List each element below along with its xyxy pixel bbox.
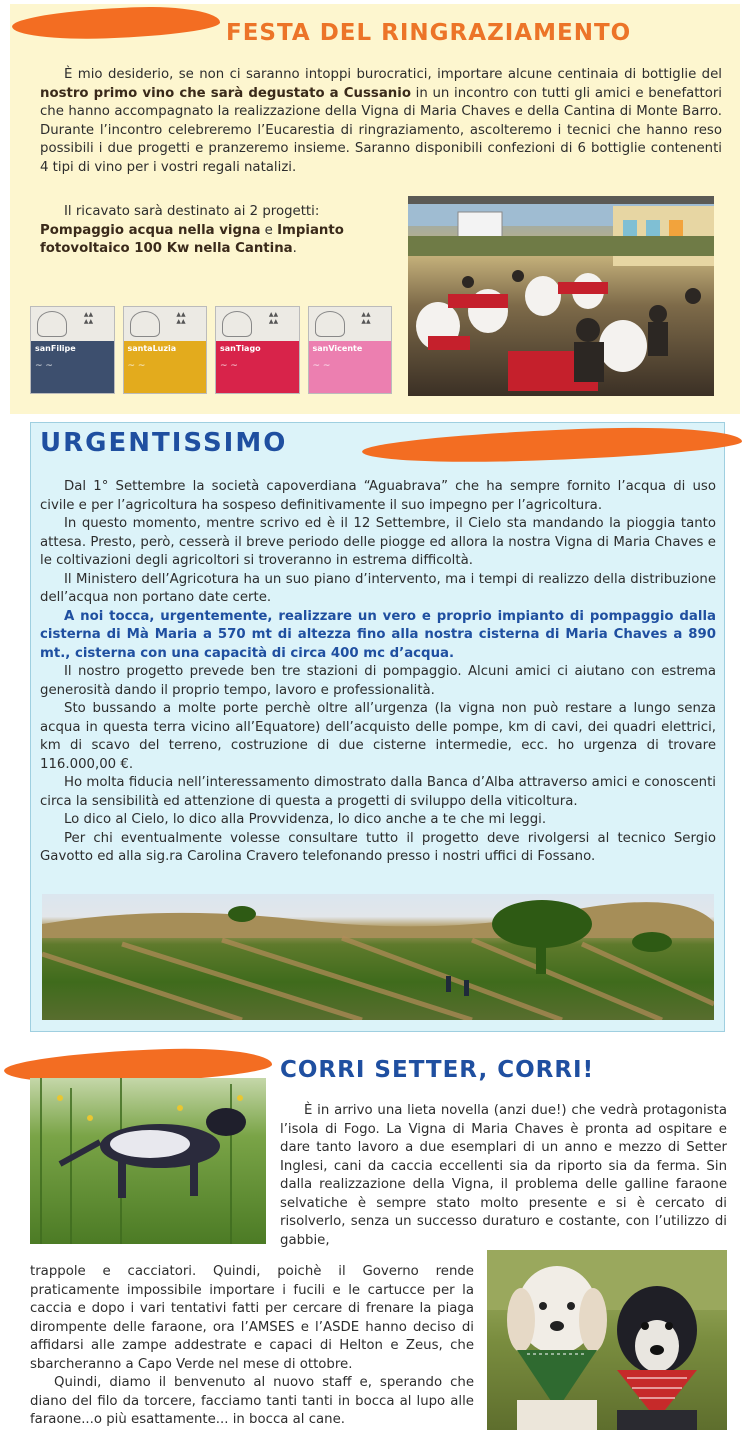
- tree-icon: [130, 311, 160, 337]
- wine-label: [308, 306, 393, 394]
- wine-label-name: sanVicente: [312, 344, 363, 353]
- urgent-paragraph: In questo momento, mentre scrivo ed è il 12 Settembre, il Cielo sta mandando la pioggia tanto attesa. Presto, però, cesserà il breve periodo delle piogge ed allora la nostra Vigna di Maria Chaves e le coltivazioni degli agricoltori si troveranno in estrema difficoltà.: [40, 516, 716, 568]
- signature-icon: ~ ~: [220, 361, 238, 371]
- wine-label-name: sanTiago: [220, 344, 261, 353]
- festa-p2-project-2: Impianto fotovoltaico 100 Kw nella Cantina: [40, 222, 344, 256]
- wine-labels: [30, 306, 392, 394]
- signature-icon: ~ ~: [127, 361, 146, 371]
- wine-label-name: sanFilipe: [35, 344, 76, 353]
- signature-icon: ~ ~: [35, 361, 53, 371]
- setter-dogs-photo: [487, 1250, 727, 1430]
- tree-icon: [315, 311, 345, 337]
- wine-label-band: [309, 341, 392, 393]
- festa-title: FESTA DEL RINGRAZIAMENTO: [226, 20, 632, 46]
- setter-running-photo: [30, 1078, 266, 1244]
- festa-p1-text-a: È mio desiderio, se non ci saranno intoppi burocratici, importare alcune centinaia di bottiglie del: [64, 67, 722, 82]
- vigna-logo-icon: ▲▲ ▲▲: [83, 311, 94, 325]
- wine-label: [123, 306, 208, 394]
- vigna-logo-icon: ▲▲ ▲▲: [268, 311, 279, 325]
- urgent-paragraph: Il nostro progetto prevede ben tre stazioni di pompaggio. Alcuni amici ci aiutano con estrema generosità dando il proprio tempo, lavoro e professionalità.: [40, 664, 716, 698]
- setter-paragraph-top: [280, 1102, 727, 1250]
- signature-icon: ~ ~: [312, 361, 331, 371]
- urgent-body: [40, 478, 716, 867]
- urgent-paragraph: Dal 1° Settembre la società capoverdiana “Aguabrava” che ha sempre fornito l’acqua di uso civile e per l’agricoltura ha sospeso definitivamente il suo impegno per l’agricoltura.: [40, 479, 716, 513]
- vigna-logo-icon: ▲▲ ▲▲: [361, 311, 371, 325]
- wine-label-band: [216, 341, 299, 393]
- tree-icon: [222, 311, 252, 337]
- wine-label: [215, 306, 300, 394]
- setter-running-drawing: [30, 1078, 266, 1244]
- wine-label-name: santaLuzia: [127, 344, 177, 353]
- setter-p1-top-text: È in arrivo una lieta novella (anzi due!) che vedrà protagonista l’isola di Fogo. La Vigna di Maria Chaves è pronta ad ospitare e dare tanto lavoro a due esemplari di un anno e mezzo di Setter Inglesi, cani da caccia eccellenti sia da riporto sia da ferma. Sin dalla realizzazione della Vigna, il problema delle galline faraone selvatiche è sempre stato molto presente e si è cercato di risolverlo, senza un successo duraturo e costante, con l’utilizzo di gabbie,: [280, 1103, 727, 1248]
- setter-dogs-drawing: [487, 1250, 727, 1430]
- vineyard-drawing: [42, 894, 714, 1020]
- event-photo-drawing: [408, 196, 714, 396]
- festa-paragraph-2: [40, 203, 398, 259]
- setter-p1-bottom-text: trappole e cacciatori. Quindi, poichè il Governo rende praticamente impossibile importare i fucili e le cartucce per la caccia e dopo i vari tentativi fatti per cercare di frenare la piaga dirompente delle faraone, ora l’AMSES e l’ASDE hanno deciso di affidarsi alle zampe addestrate e capaci di Helton e Zeus, che sbarcheranno a Capo Verde nel mese di ottobre.: [30, 1264, 474, 1372]
- wine-label-band: [124, 341, 207, 393]
- festa-p2-text-c: e: [260, 222, 278, 238]
- setter-p2-text: Quindi, diamo il benvenuto al nuovo staff e, sperando che diano del filo da torcere, facciamo tanti tanti in bocca al lupo alle faraone...o più esattamente... in bocca al cane.: [30, 1375, 474, 1427]
- setter-paragraph-bottom: [30, 1263, 474, 1430]
- urgent-paragraph: Ho molta fiducia nell’interessamento dimostrato dalla Banca d’Alba attraverso amici e conoscenti circa la sensibilità ed attenzione di questa a progetti di sviluppo della viticoltura.: [40, 775, 716, 809]
- setter-title: CORRI SETTER, CORRI!: [280, 1057, 595, 1083]
- festa-p1-text-c: in un incontro con tutti gli amici e benefattori che hanno accompagnato la realizzazione della Vigna di Maria Chaves e della Cantina di Monte Barro. Durante l’incontro celebreremo l’Eucarestia di ringraziamento, ascolteremo i tecnici che hanno reso possibili i due progetti e pranzeremo insieme. Saranno disponibili confezioni di 6 bottiglie contenenti 4 tipi di vino per i vostri regali natalizi.: [40, 85, 722, 175]
- urgent-paragraph: Il Ministero dell’Agricotura ha un suo piano d’intervento, ma i tempi di realizzo della distribuzione dell’acqua non portano date certe.: [40, 571, 716, 605]
- vineyard-photo: [42, 894, 714, 1020]
- festa-p1-highlight: nostro primo vino che sarà degustato a Cussanio: [40, 85, 411, 101]
- vigna-logo-icon: ▲▲ ▲▲: [176, 311, 186, 325]
- event-photo: [408, 196, 714, 396]
- urgent-highlight-paragraph: A noi tocca, urgentemente, realizzare un vero e proprio impianto di pompaggio dalla cisterna di Mà Maria a 570 mt di altezza fino alla nostra cisterna di Maria Chaves a 890 mt., cisterna con una capacità di circa 400 mc d’acqua.: [40, 608, 716, 661]
- wine-label: [30, 306, 115, 394]
- festa-p2-project-1: Pompaggio acqua nella vigna: [40, 222, 261, 238]
- urgent-paragraph: Sto bussando a molte porte perchè oltre all’urgenza (la vigna non può restare a lungo senza acqua in questa terra vicino all’Equatore) dell’acquisto delle pompe, km di cavi, dei quadri elettrici, km di scavo del terreno, costruzione di due cisterne intermedie, ecc. ho urgenza di trovare 116.000,00 €.: [40, 701, 716, 772]
- urgent-paragraph: Per chi eventualmente volesse consultare tutto il progetto deve rivolgersi al tecnico Sergio Gavotto ed alla sig.ra Carolina Cravero telefonando presso i nostri uffici di Fossano.: [40, 830, 716, 864]
- urgent-title: URGENTISSIMO: [40, 428, 288, 458]
- festa-p2-text-e: .: [292, 241, 297, 256]
- festa-paragraph-1: [40, 66, 722, 177]
- urgent-paragraph: Lo dico al Cielo, lo dico alla Provvidenza, lo dico anche a te che mi leggi.: [64, 812, 547, 827]
- tree-icon: [37, 311, 67, 337]
- wine-label-band: [31, 341, 114, 393]
- festa-p2-text-a: Il ricavato sarà destinato ai 2 progetti:: [64, 204, 320, 219]
